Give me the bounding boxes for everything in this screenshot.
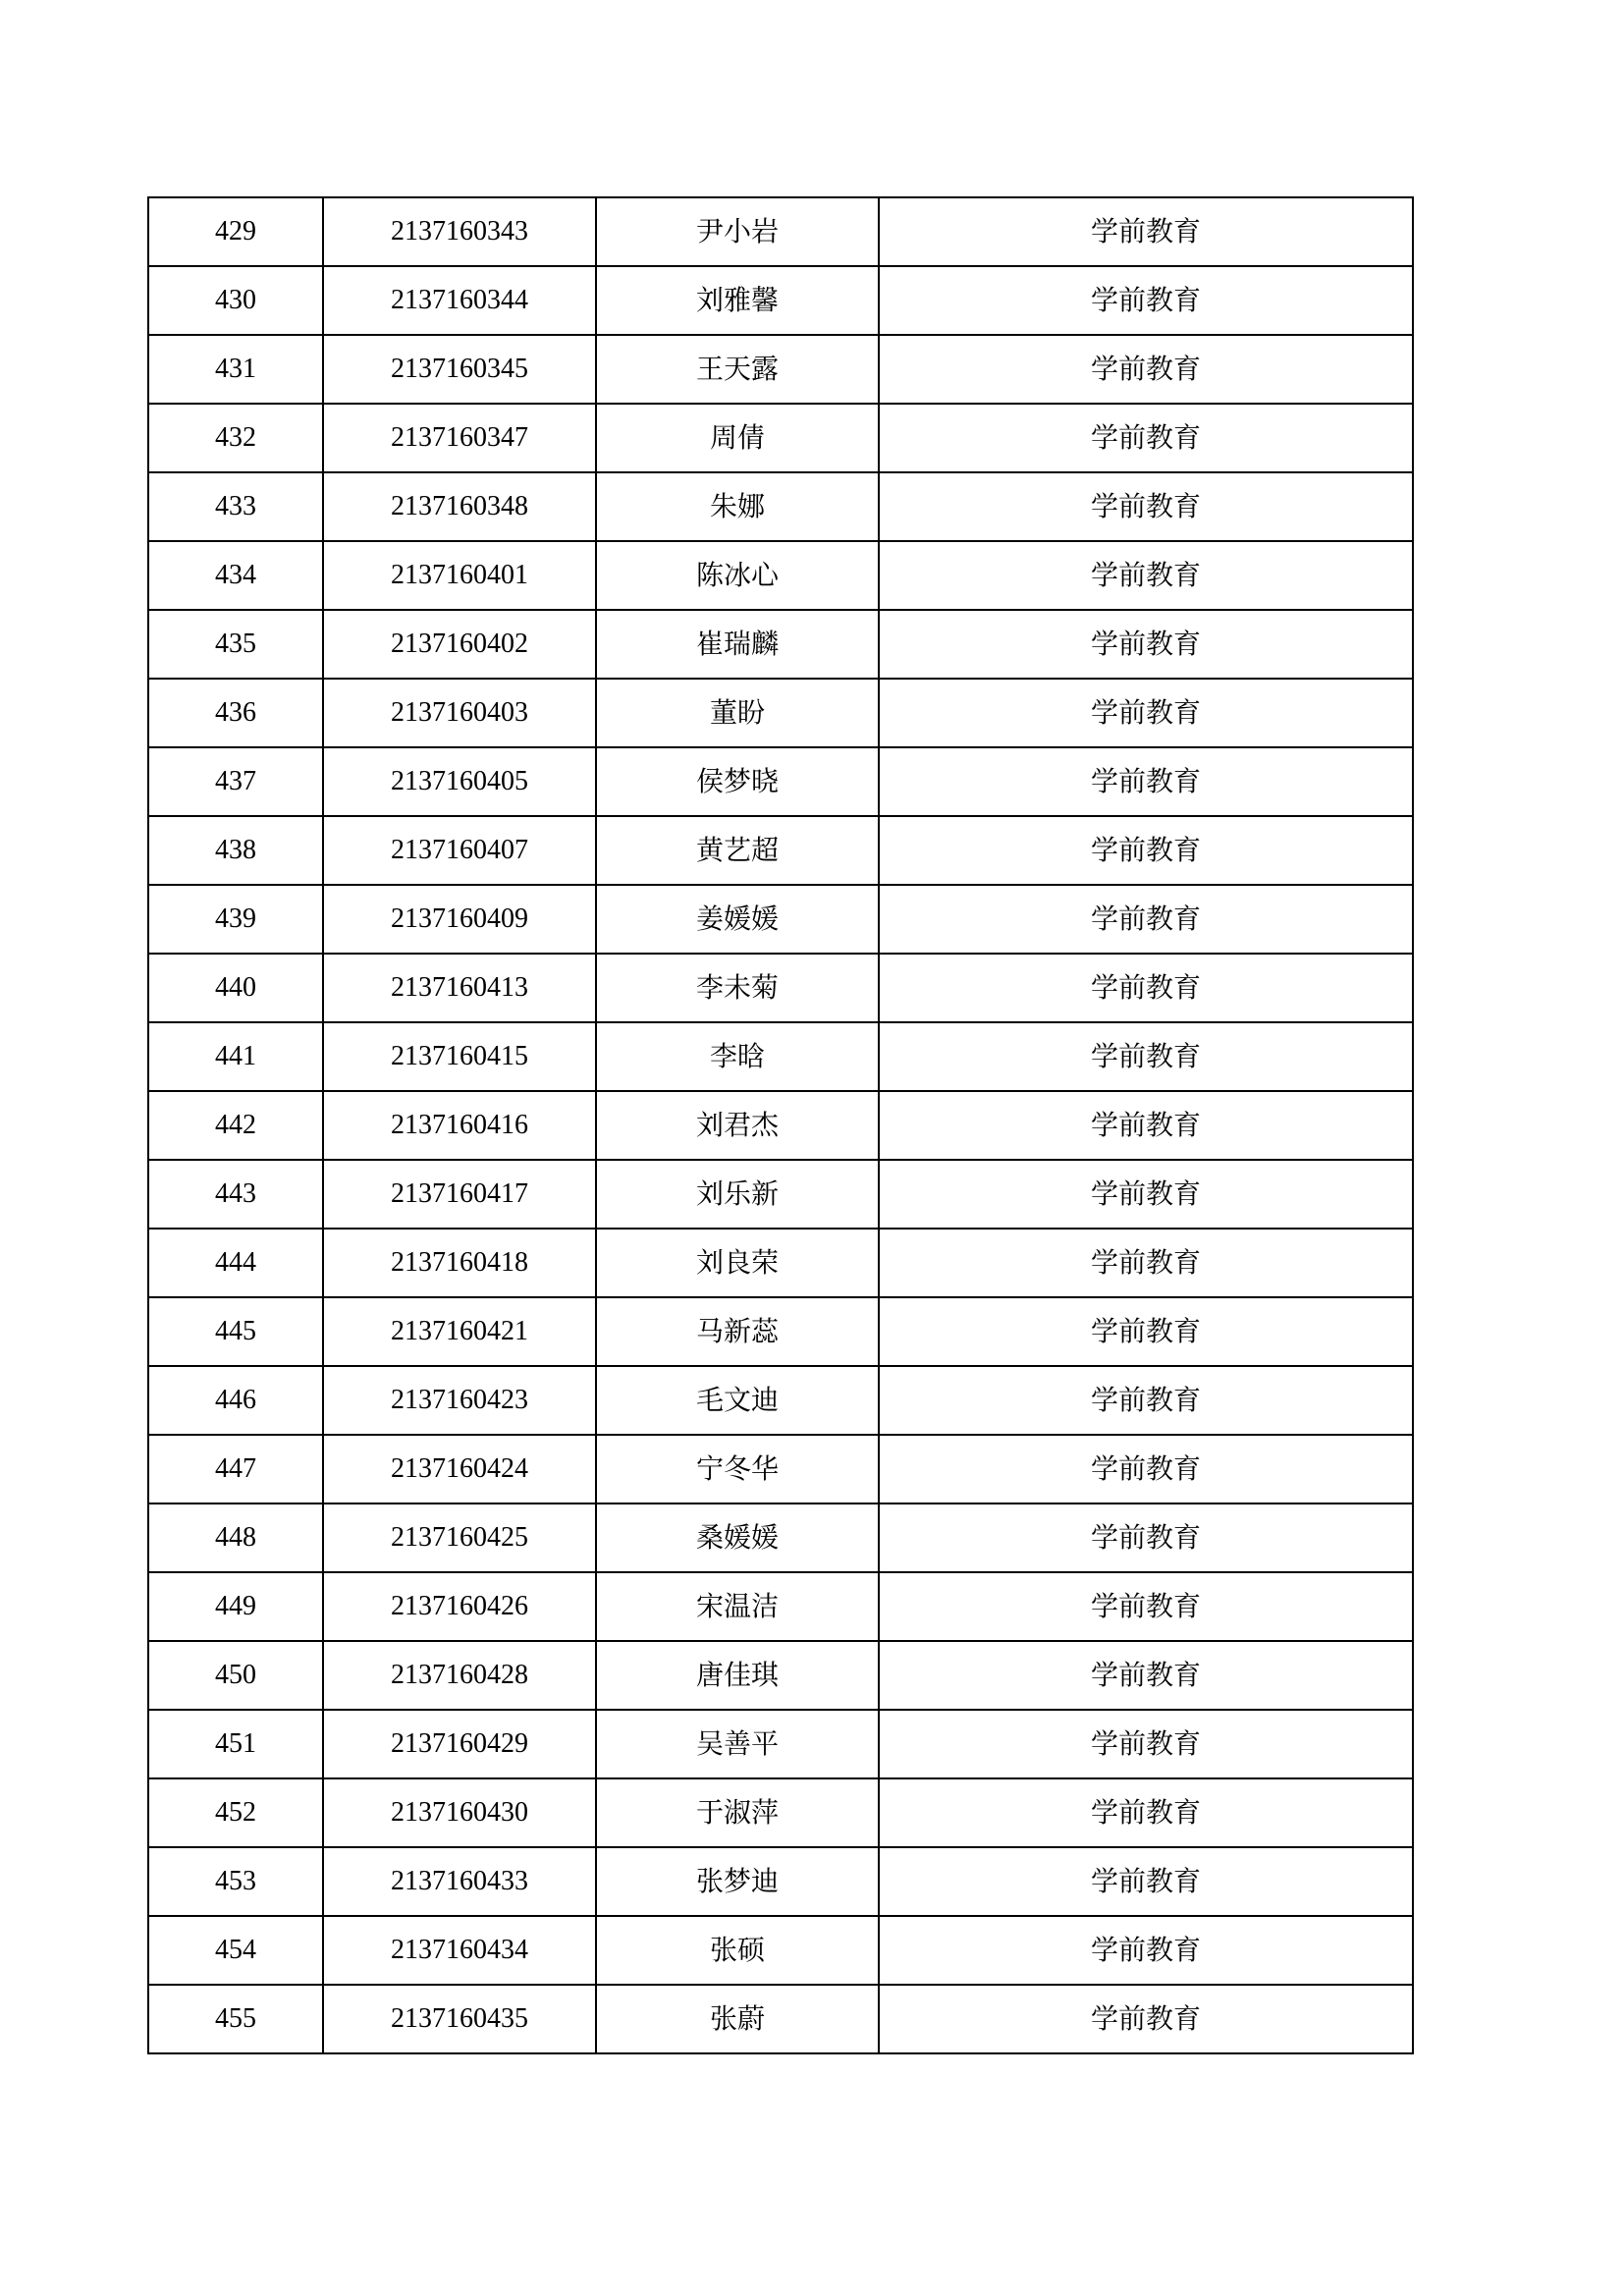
- table-row: [148, 1435, 1413, 1503]
- row-number-cell: 446: [148, 1366, 323, 1435]
- row-number-cell: 452: [148, 1778, 323, 1847]
- student-name-cell: 李晗: [596, 1022, 879, 1091]
- student-roster-table: [147, 196, 1414, 2054]
- row-number-cell: 455: [148, 1985, 323, 2053]
- table-row: [148, 1778, 1413, 1847]
- major-cell: 学前教育: [879, 1503, 1413, 1572]
- major-cell: 学前教育: [879, 1366, 1413, 1435]
- student-name-cell: 黄艺超: [596, 816, 879, 885]
- table-row: [148, 1503, 1413, 1572]
- student-name-cell: 桑媛媛: [596, 1503, 879, 1572]
- student-id-cell: 2137160415: [323, 1022, 596, 1091]
- major-cell: 学前教育: [879, 1985, 1413, 2053]
- student-name-cell: 李未菊: [596, 954, 879, 1022]
- table-row: [148, 747, 1413, 816]
- major-cell: 学前教育: [879, 404, 1413, 472]
- major-cell: 学前教育: [879, 1297, 1413, 1366]
- table-row: [148, 1229, 1413, 1297]
- student-id-cell: 2137160405: [323, 747, 596, 816]
- student-name-cell: 吴善平: [596, 1710, 879, 1778]
- major-cell: 学前教育: [879, 1160, 1413, 1229]
- row-number-cell: 433: [148, 472, 323, 541]
- student-name-cell: 唐佳琪: [596, 1641, 879, 1710]
- student-id-cell: 2137160409: [323, 885, 596, 954]
- major-cell: 学前教育: [879, 1710, 1413, 1778]
- student-id-cell: 2137160413: [323, 954, 596, 1022]
- major-cell: 学前教育: [879, 1778, 1413, 1847]
- student-id-cell: 2137160401: [323, 541, 596, 610]
- student-id-cell: 2137160426: [323, 1572, 596, 1641]
- table-row: [148, 1160, 1413, 1229]
- row-number-cell: 431: [148, 335, 323, 404]
- row-number-cell: 451: [148, 1710, 323, 1778]
- student-id-cell: 2137160425: [323, 1503, 596, 1572]
- student-id-cell: 2137160403: [323, 679, 596, 747]
- table-row: [148, 1297, 1413, 1366]
- row-number-cell: 449: [148, 1572, 323, 1641]
- student-id-cell: 2137160416: [323, 1091, 596, 1160]
- major-cell: 学前教育: [879, 266, 1413, 335]
- table-row: [148, 404, 1413, 472]
- student-name-cell: 董盼: [596, 679, 879, 747]
- student-name-cell: 侯梦晓: [596, 747, 879, 816]
- student-id-cell: 2137160344: [323, 266, 596, 335]
- student-name-cell: 宋温洁: [596, 1572, 879, 1641]
- table-row: [148, 1847, 1413, 1916]
- major-cell: 学前教育: [879, 954, 1413, 1022]
- student-id-cell: 2137160347: [323, 404, 596, 472]
- major-cell: 学前教育: [879, 1022, 1413, 1091]
- student-name-cell: 朱娜: [596, 472, 879, 541]
- student-id-cell: 2137160428: [323, 1641, 596, 1710]
- row-number-cell: 450: [148, 1641, 323, 1710]
- row-number-cell: 432: [148, 404, 323, 472]
- major-cell: 学前教育: [879, 679, 1413, 747]
- row-number-cell: 444: [148, 1229, 323, 1297]
- major-cell: 学前教育: [879, 472, 1413, 541]
- table-row: [148, 1985, 1413, 2053]
- row-number-cell: 437: [148, 747, 323, 816]
- student-name-cell: 刘良荣: [596, 1229, 879, 1297]
- student-name-cell: 宁冬华: [596, 1435, 879, 1503]
- row-number-cell: 454: [148, 1916, 323, 1985]
- major-cell: 学前教育: [879, 747, 1413, 816]
- major-cell: 学前教育: [879, 197, 1413, 266]
- major-cell: 学前教育: [879, 335, 1413, 404]
- major-cell: 学前教育: [879, 1847, 1413, 1916]
- student-id-cell: 2137160348: [323, 472, 596, 541]
- table-row: [148, 885, 1413, 954]
- student-id-cell: 2137160429: [323, 1710, 596, 1778]
- major-cell: 学前教育: [879, 1916, 1413, 1985]
- roster-body: [148, 197, 1413, 2053]
- row-number-cell: 443: [148, 1160, 323, 1229]
- row-number-cell: 436: [148, 679, 323, 747]
- student-id-cell: 2137160345: [323, 335, 596, 404]
- major-cell: 学前教育: [879, 610, 1413, 679]
- student-name-cell: 毛文迪: [596, 1366, 879, 1435]
- student-id-cell: 2137160434: [323, 1916, 596, 1985]
- student-id-cell: 2137160430: [323, 1778, 596, 1847]
- table-row: [148, 1572, 1413, 1641]
- row-number-cell: 447: [148, 1435, 323, 1503]
- row-number-cell: 445: [148, 1297, 323, 1366]
- major-cell: 学前教育: [879, 541, 1413, 610]
- student-id-cell: 2137160435: [323, 1985, 596, 2053]
- table-row: [148, 1916, 1413, 1985]
- table-row: [148, 197, 1413, 266]
- student-name-cell: 周倩: [596, 404, 879, 472]
- table-row: [148, 1641, 1413, 1710]
- major-cell: 学前教育: [879, 1091, 1413, 1160]
- table-row: [148, 1091, 1413, 1160]
- major-cell: 学前教育: [879, 1435, 1413, 1503]
- student-name-cell: 马新蕊: [596, 1297, 879, 1366]
- table-row: [148, 1366, 1413, 1435]
- table-row: [148, 541, 1413, 610]
- table-row: [148, 266, 1413, 335]
- student-name-cell: 张梦迪: [596, 1847, 879, 1916]
- student-name-cell: 刘君杰: [596, 1091, 879, 1160]
- student-name-cell: 于淑萍: [596, 1778, 879, 1847]
- table-row: [148, 1710, 1413, 1778]
- student-id-cell: 2137160423: [323, 1366, 596, 1435]
- student-name-cell: 张蔚: [596, 1985, 879, 2053]
- table-row: [148, 679, 1413, 747]
- row-number-cell: 434: [148, 541, 323, 610]
- student-id-cell: 2137160402: [323, 610, 596, 679]
- student-name-cell: 王天露: [596, 335, 879, 404]
- row-number-cell: 429: [148, 197, 323, 266]
- student-id-cell: 2137160433: [323, 1847, 596, 1916]
- row-number-cell: 453: [148, 1847, 323, 1916]
- row-number-cell: 442: [148, 1091, 323, 1160]
- table-row: [148, 816, 1413, 885]
- table-row: [148, 1022, 1413, 1091]
- row-number-cell: 441: [148, 1022, 323, 1091]
- row-number-cell: 438: [148, 816, 323, 885]
- student-id-cell: 2137160421: [323, 1297, 596, 1366]
- row-number-cell: 448: [148, 1503, 323, 1572]
- table-row: [148, 954, 1413, 1022]
- student-name-cell: 姜媛媛: [596, 885, 879, 954]
- major-cell: 学前教育: [879, 816, 1413, 885]
- student-id-cell: 2137160343: [323, 197, 596, 266]
- row-number-cell: 439: [148, 885, 323, 954]
- table-row: [148, 472, 1413, 541]
- major-cell: 学前教育: [879, 1229, 1413, 1297]
- major-cell: 学前教育: [879, 885, 1413, 954]
- table-row: [148, 610, 1413, 679]
- major-cell: 学前教育: [879, 1572, 1413, 1641]
- student-name-cell: 陈冰心: [596, 541, 879, 610]
- major-cell: 学前教育: [879, 1641, 1413, 1710]
- row-number-cell: 440: [148, 954, 323, 1022]
- student-name-cell: 刘乐新: [596, 1160, 879, 1229]
- student-name-cell: 尹小岩: [596, 197, 879, 266]
- student-name-cell: 张硕: [596, 1916, 879, 1985]
- student-name-cell: 刘雅馨: [596, 266, 879, 335]
- student-name-cell: 崔瑞麟: [596, 610, 879, 679]
- student-id-cell: 2137160417: [323, 1160, 596, 1229]
- student-id-cell: 2137160407: [323, 816, 596, 885]
- row-number-cell: 430: [148, 266, 323, 335]
- student-id-cell: 2137160418: [323, 1229, 596, 1297]
- student-id-cell: 2137160424: [323, 1435, 596, 1503]
- table-row: [148, 335, 1413, 404]
- row-number-cell: 435: [148, 610, 323, 679]
